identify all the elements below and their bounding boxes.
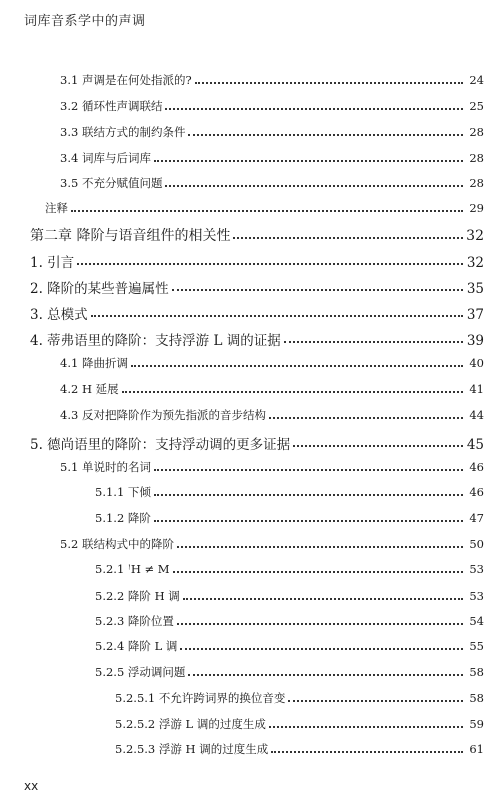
toc-entry [60,355,484,371]
toc-entry-page: 40 [469,356,484,370]
toc-entry-title: 5.2.4 降阶 L 调 [95,639,178,653]
toc-entry-page: 32 [466,255,484,271]
toc-entry-title: 5.2.5.2 浮游 L 调的过度生成 [115,717,266,731]
toc-entry-page: 55 [469,639,484,653]
toc-entry-title: 3.3 联结方式的制约条件 [60,125,186,139]
toc-entry-title: 4.2 H 延展 [60,382,119,396]
toc-entry-page: 46 [469,485,484,499]
toc-entry-page: 46 [469,460,484,474]
toc-entry [95,588,484,604]
toc-entry-page: 24 [469,73,484,87]
dot-leader [188,134,463,136]
toc-entry-title: 注释 [45,201,68,215]
toc-entry-title: 5.1.2 降阶 [95,511,151,525]
toc-entry [30,251,484,271]
toc-entry [30,303,484,323]
toc-entry [60,407,484,423]
toc-entry-title: 3. 总模式 [30,307,88,323]
toc-entry [95,613,484,629]
toc-entry-page: 53 [469,589,484,603]
dot-leader [154,160,463,162]
toc-entry [60,175,484,191]
dot-leader [173,571,463,573]
dot-leader [177,546,463,548]
toc-entry [95,562,484,576]
toc-entry [60,98,484,114]
toc-entry [30,225,484,245]
toc-entry [60,72,484,88]
toc-entry-page: 25 [469,99,484,113]
dot-leader [165,108,463,110]
dot-leader [91,315,463,317]
toc-entry [115,741,484,757]
dot-leader [233,237,463,239]
toc-entry-page: 39 [466,333,484,349]
toc-entry-page: 35 [466,281,484,297]
toc-entry-page: 37 [466,307,484,323]
toc-entry-title: 3.2 循环性声调联结 [60,99,163,113]
dot-leader [177,623,463,625]
toc-entry-page: 28 [469,176,484,190]
toc-entry [115,716,484,732]
dot-leader [269,726,463,728]
running-header: 词库音系学中的声调 [24,14,146,29]
toc-entry-page: 53 [469,562,484,576]
toc-entry [95,664,484,680]
dot-leader [77,263,463,265]
toc-entry-title: 5. 德尚语里的降阶：支持浮动调的更多证据 [30,437,291,453]
dot-leader [195,82,463,84]
toc-entry-page: 45 [466,437,484,453]
toc-entry-page: 29 [469,201,484,215]
toc-entry [95,510,484,526]
dot-leader [288,700,463,702]
toc-entry-page: 61 [469,742,484,756]
dot-leader [154,469,463,471]
toc-entry [60,536,484,552]
dot-leader [271,751,463,753]
toc-entry-title: 5.2.5.3 浮游 H 调的过度生成 [115,742,269,756]
toc-entry [60,459,484,475]
toc-entry-page: 47 [469,511,484,525]
toc-entry-page: 59 [469,717,484,731]
toc-entry-page: 44 [469,408,484,422]
toc-entry [30,277,484,297]
dot-leader [180,648,463,650]
toc-entry [30,329,484,349]
dot-leader [284,341,463,343]
toc-entry [60,150,484,166]
toc-entry [60,124,484,140]
toc-entry-title: 4. 蒂弗语里的降阶：支持浮游 L 调的证据 [30,333,281,349]
toc-entry-title: 3.5 不充分赋值问题 [60,176,163,190]
toc-entry-title: 5.2.5.1 不允许跨词界的换位音变 [115,691,286,705]
dot-leader [71,210,463,212]
toc-entry-title: 5.2 联结构式中的降阶 [60,537,174,551]
dot-leader [154,520,463,522]
toc-entry [95,484,484,500]
toc-entry-title: 1. 引言 [30,255,75,271]
toc-entry-page: 58 [469,665,484,679]
toc-entry-title: 2. 降阶的某些普遍属性 [30,281,169,297]
toc-entry-title: 5.2.1 ꜝH ≠ M [95,562,170,576]
dot-leader [183,598,463,600]
toc-entry-page: 28 [469,151,484,165]
toc-entry-title: 5.1.1 下倾 [95,485,151,499]
toc-entry-title: 第二章 降阶与语音组件的相关性 [30,228,231,244]
toc-entry-title: 5.2.2 降阶 H 调 [95,589,180,603]
toc-entry-title: 3.1 声调是在何处指派的? [60,73,192,87]
dot-leader [122,391,463,393]
toc-entry-page: 54 [469,614,484,628]
toc-entry-title: 3.4 词库与后词库 [60,151,151,165]
toc-entry-title: 5.2.3 降阶位置 [95,614,174,628]
dot-leader [172,289,463,291]
toc-entry [95,638,484,654]
dot-leader [188,674,463,676]
toc-entry-title: 5.1 单说时的名词 [60,460,151,474]
toc-entry [60,381,484,397]
toc-entry [115,690,484,706]
toc-entry-page: 41 [469,382,484,396]
page-folio: xx [24,779,39,793]
toc-entry-title: 5.2.5 浮动调问题 [95,665,186,679]
dot-leader [165,185,463,187]
dot-leader [293,445,463,447]
dot-leader [269,417,463,419]
toc-entry-page: 28 [469,125,484,139]
toc-entry [30,433,484,453]
toc-entry-title: 4.3 反对把降阶作为预先指派的音步结构 [60,408,266,422]
dot-leader [154,494,463,496]
toc-entry-page: 58 [469,691,484,705]
toc-entry-title: 4.1 降曲折调 [60,356,128,370]
toc-entry-page: 32 [466,228,484,244]
dot-leader [131,365,463,367]
toc-entry [45,200,484,216]
toc-entry-page: 50 [469,537,484,551]
